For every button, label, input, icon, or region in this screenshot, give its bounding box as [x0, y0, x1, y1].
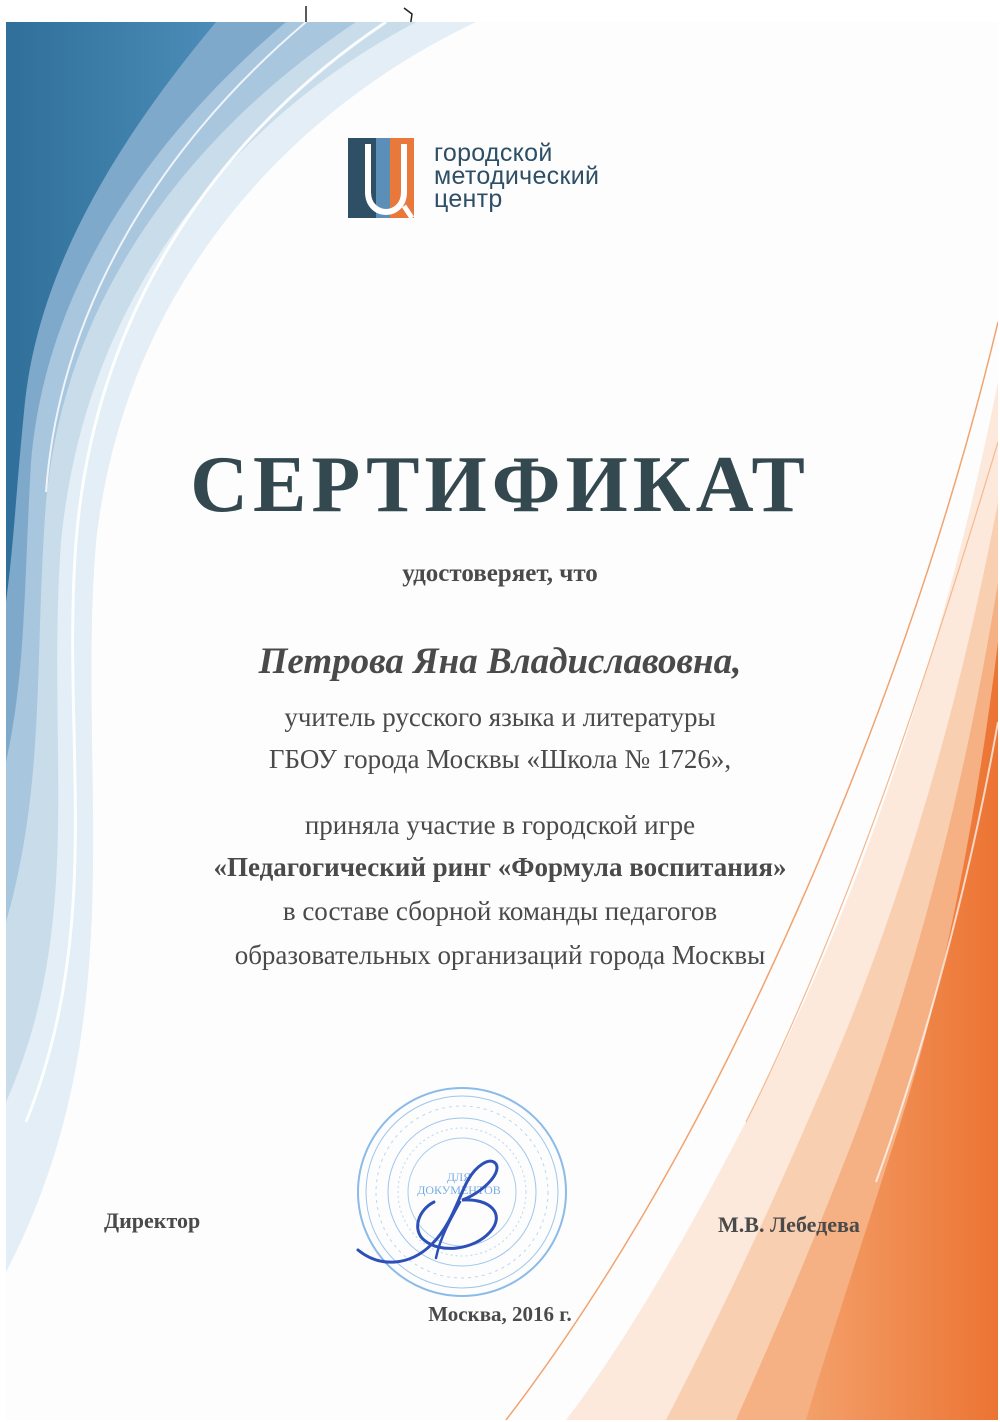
participation-text: приняла участие в городской игре [304, 810, 696, 840]
recipient-school: ГБОУ города Москвы «Школа № 1726», [268, 744, 732, 774]
event-name: «Педагогический ринг «Формула воспитания» [213, 852, 787, 882]
stamp-center-line-1: ДЛЯ [446, 1170, 472, 1184]
place-date: Москва, 2016 г. [428, 1302, 572, 1326]
team-text-2: образовательных организаций города Москвы [234, 940, 766, 970]
logo-text [434, 139, 600, 213]
logo-mark-icon [342, 136, 432, 220]
team-text-1: в составе сборной команды педагогов [282, 896, 718, 926]
director-signature [340, 1140, 540, 1280]
stamp-center-line-2: ДОКУМЕНТОВ [417, 1183, 501, 1197]
recipient-position: учитель русского языка и литературы [284, 702, 716, 732]
gmc-logo [342, 136, 652, 228]
director-label: Директор [104, 1208, 201, 1233]
certificate-title: СЕРТИФИКАТ [190, 441, 810, 529]
certifies-text: удостоверяет, что [402, 560, 598, 587]
logo-line-1: городской [434, 139, 553, 167]
logo-line-3: центр [434, 185, 503, 213]
signer-name: М.В. Лебедева [718, 1212, 860, 1237]
recipient-name: Петрова Яна Владиславовна, [258, 641, 742, 682]
logo-line-2: методический [434, 162, 600, 190]
